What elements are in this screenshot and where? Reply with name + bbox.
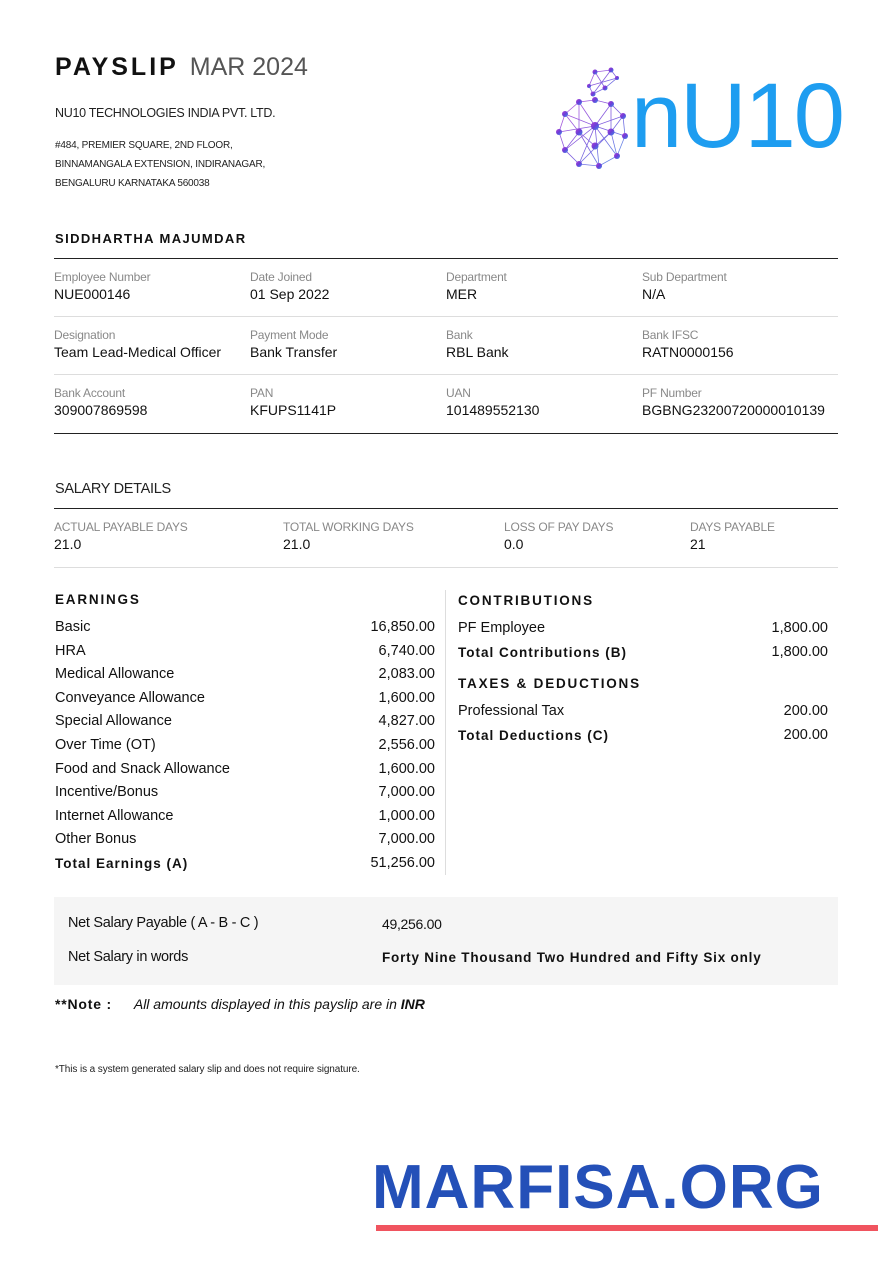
- total-contributions-row: [458, 641, 828, 665]
- employee-name: SIDDHARTHA MAJUMDAR: [55, 231, 247, 246]
- info-label: Payment Mode: [250, 328, 329, 342]
- net-words-label: Net Salary in words: [68, 949, 189, 965]
- employee-info-grid: [54, 258, 838, 434]
- info-label: Employee Number: [54, 270, 151, 284]
- total-earnings-row: [55, 852, 435, 876]
- payslip-title: [55, 52, 308, 82]
- contribution-row: [458, 617, 828, 641]
- row-amount: 7,000.00: [378, 831, 435, 848]
- info-label: Date Joined: [250, 270, 312, 284]
- row-amount: 1,600.00: [378, 760, 435, 777]
- info-label: LOSS OF PAY DAYS: [504, 520, 614, 534]
- info-value: 21: [690, 536, 706, 552]
- earning-row: [55, 640, 435, 664]
- row-label: Conveyance Allowance: [55, 689, 205, 706]
- earning-row: [55, 710, 435, 734]
- earnings-heading: EARNINGS: [55, 592, 141, 607]
- earning-row: [55, 805, 435, 829]
- salary-details-grid: [54, 508, 838, 568]
- row-label: Basic: [55, 619, 91, 635]
- payslip-title-bold: PAYSLIP: [55, 53, 179, 81]
- info-payment-mode: [250, 328, 446, 374]
- earning-row: [55, 781, 435, 805]
- row-amount: 2,083.00: [378, 666, 435, 683]
- info-label: Sub Department: [642, 270, 727, 284]
- info-employee-number: [54, 270, 250, 316]
- info-row: [54, 317, 838, 375]
- watermark-underline: [376, 1225, 878, 1231]
- info-value: 101489552130: [446, 402, 540, 418]
- info-value: BGBNG23200720000010139: [642, 402, 825, 418]
- payslip-month: MAR 2024: [189, 53, 308, 81]
- contributions-heading: CONTRIBUTIONS: [458, 593, 594, 608]
- note-currency: INR: [400, 996, 425, 1012]
- info-label: ACTUAL PAYABLE DAYS: [54, 520, 188, 534]
- network-apple-icon: [555, 66, 635, 178]
- info-label: Bank: [446, 328, 473, 342]
- row-amount: 1,800.00: [771, 620, 828, 636]
- row-label: Incentive/Bonus: [55, 784, 159, 801]
- net-words-value: Forty Nine Thousand Two Hundred and Fifty Six only: [382, 950, 762, 965]
- row-label: Internet Allowance: [55, 807, 174, 824]
- info-label: UAN: [446, 386, 471, 400]
- earning-row: [55, 616, 435, 640]
- row-amount: 1,000.00: [378, 807, 435, 824]
- info-bank-ifsc: [642, 328, 838, 374]
- info-label: PF Number: [642, 386, 702, 400]
- company-name: NU10 TECHNOLOGIES INDIA PVT. LTD.: [55, 106, 276, 120]
- earning-row: [55, 687, 435, 711]
- info-value: Bank Transfer: [250, 344, 338, 360]
- row-label: Other Bonus: [55, 831, 137, 848]
- info-row: [54, 259, 838, 317]
- info-label: TOTAL WORKING DAYS: [283, 520, 414, 534]
- row-label: Food and Snack Allowance: [55, 760, 230, 777]
- row-amount: 7,000.00: [378, 784, 435, 801]
- info-uan: [446, 386, 642, 433]
- info-value: 21.0: [283, 536, 311, 552]
- row-label: Medical Allowance: [55, 666, 175, 683]
- info-value: 01 Sep 2022: [250, 286, 330, 302]
- info-label: Bank Account: [54, 386, 125, 400]
- address-line: #484, PREMIER SQUARE, 2ND FLOOR,: [55, 140, 233, 151]
- row-label: Total Contributions (B): [458, 644, 627, 660]
- info-value: N/A: [642, 286, 666, 302]
- address-line: BINNAMANGALA EXTENSION, INDIRANAGAR,: [55, 159, 266, 170]
- row-amount: 16,850.00: [370, 619, 435, 635]
- info-value: RBL Bank: [446, 344, 509, 360]
- logo-wordmark: nU10: [631, 65, 843, 167]
- earning-row: [55, 828, 435, 852]
- info-label: Bank IFSC: [642, 328, 699, 342]
- row-amount: 51,256.00: [370, 854, 435, 871]
- system-generated-note: *This is a system generated salary slip and does not require signature.: [55, 1064, 360, 1075]
- days-payable: [690, 520, 838, 567]
- actual-payable-days: [54, 520, 283, 567]
- salary-details-title: SALARY DETAILS: [55, 481, 171, 497]
- info-label: PAN: [250, 386, 274, 400]
- note-label: **Note :: [55, 996, 112, 1012]
- earning-row: [55, 758, 435, 782]
- deduction-row: [458, 700, 828, 724]
- row-amount: 200.00: [783, 726, 828, 743]
- info-designation: [54, 328, 250, 374]
- row-amount: 2,556.00: [378, 736, 435, 753]
- company-logo: [555, 65, 843, 178]
- info-value: 0.0: [504, 536, 524, 552]
- info-value: MER: [446, 286, 478, 302]
- earning-row: [55, 663, 435, 687]
- watermark: [372, 1153, 880, 1233]
- row-label: PF Employee: [458, 620, 546, 636]
- info-bank-account: [54, 386, 250, 433]
- info-label: Department: [446, 270, 507, 284]
- loss-of-pay-days: [504, 520, 690, 567]
- contributions-section: [458, 591, 828, 747]
- info-sub-department: [642, 270, 838, 316]
- info-label: Designation: [54, 328, 116, 342]
- row-amount: 6,740.00: [378, 642, 435, 659]
- address-line: BENGALURU KARNATAKA 560038: [55, 178, 210, 189]
- info-value: KFUPS1141P: [250, 402, 337, 418]
- row-label: Special Allowance: [55, 713, 172, 730]
- net-payable-value: 49,256.00: [382, 916, 442, 932]
- net-payable-label: Net Salary Payable ( A - B - C ): [68, 915, 259, 931]
- row-label: Total Deductions (C): [458, 727, 609, 743]
- info-date-joined: [250, 270, 446, 316]
- deductions-heading: TAXES & DEDUCTIONS: [458, 676, 641, 692]
- watermark-text: MARFISA.ORG: [372, 1153, 824, 1222]
- info-bank: [446, 328, 642, 374]
- info-value: Team Lead-Medical Officer: [54, 344, 222, 360]
- total-working-days: [283, 520, 504, 567]
- total-deductions-row: [458, 724, 828, 748]
- info-value: RATN0000156: [642, 344, 734, 360]
- info-row: [54, 375, 838, 433]
- info-department: [446, 270, 642, 316]
- note-text: All amounts displayed in this payslip are in: [133, 996, 401, 1012]
- info-label: DAYS PAYABLE: [690, 520, 775, 534]
- company-address: [55, 136, 265, 193]
- info-pan: [250, 386, 446, 433]
- info-value: NUE000146: [54, 286, 131, 302]
- row-amount: 200.00: [783, 703, 828, 720]
- row-label: Total Earnings (A): [55, 855, 189, 871]
- row-amount: 1,800.00: [771, 643, 828, 660]
- row-amount: 1,600.00: [378, 689, 435, 706]
- info-pf-number: [642, 386, 838, 433]
- currency-note: [55, 996, 425, 1012]
- earnings-section: [55, 590, 446, 875]
- row-label: HRA: [55, 642, 86, 659]
- row-amount: 4,827.00: [378, 713, 435, 730]
- earning-row: [55, 734, 435, 758]
- info-value: 21.0: [54, 536, 82, 552]
- info-value: 309007869598: [54, 402, 148, 418]
- row-label: Over Time (OT): [55, 736, 156, 753]
- net-salary-box: [54, 897, 838, 985]
- row-label: Professional Tax: [458, 703, 565, 720]
